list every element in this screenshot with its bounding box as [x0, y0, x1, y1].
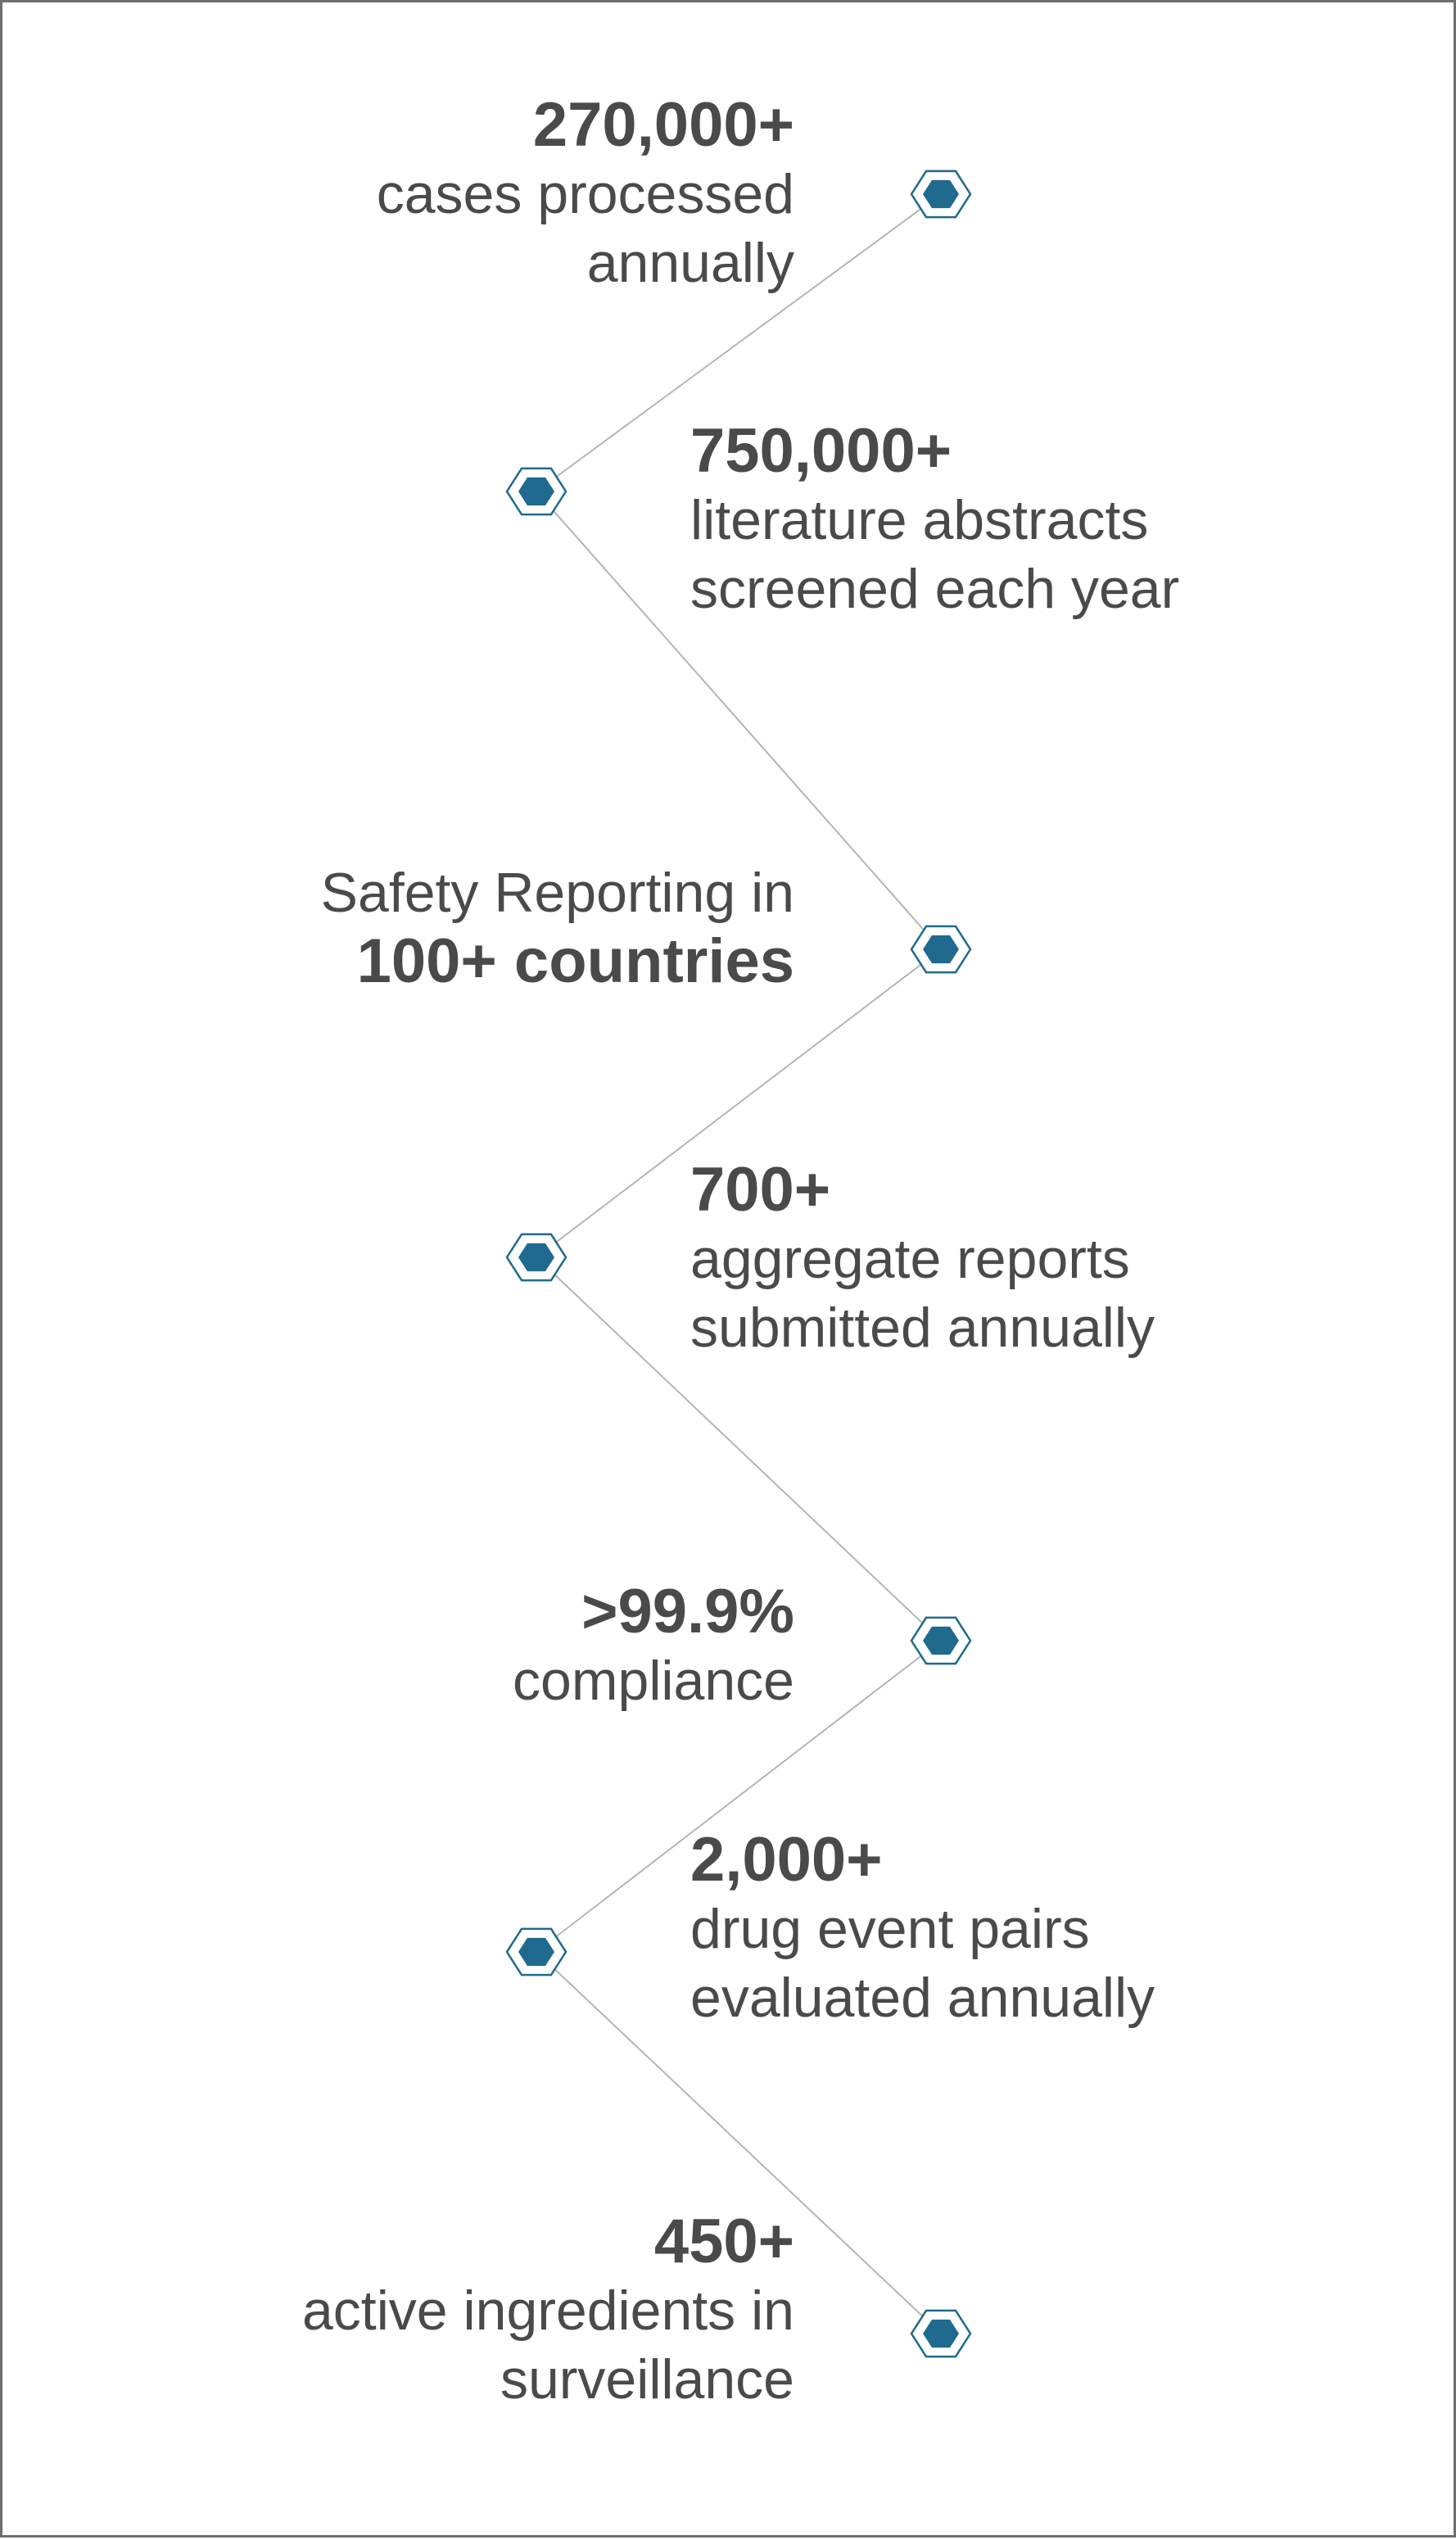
- stat-description-line: active ingredients in: [301, 2280, 794, 2342]
- stat-value: 450+: [653, 2207, 794, 2276]
- stat-aggregate-reports: [690, 1156, 1155, 1362]
- stat-value: 2,000+: [690, 1825, 883, 1895]
- stat-literature-abstracts: [690, 417, 1179, 623]
- stat-description-line: cases processed: [376, 163, 794, 225]
- stat-description-line: compliance: [513, 1650, 794, 1712]
- stat-description-line: drug event pairs: [690, 1898, 1090, 1960]
- stat-value: 750,000+: [690, 416, 952, 486]
- stat-description-line: evaluated annually: [690, 1967, 1155, 2029]
- stat-value: >99.9%: [581, 1577, 794, 1646]
- hexagon-node-icon: [911, 2311, 970, 2357]
- stat-drug-event-pairs: [690, 1826, 1155, 2032]
- stat-description-line: surveillance: [500, 2348, 794, 2411]
- stat-description-line: Safety Reporting in: [320, 862, 794, 924]
- stat-cases-processed: [377, 91, 794, 297]
- stat-value: 270,000+: [532, 90, 794, 160]
- stat-description-line: screened each year: [690, 558, 1180, 620]
- stat-description-line: annually: [586, 232, 794, 294]
- stat-description-line: aggregate reports: [690, 1228, 1130, 1290]
- stat-description-line: submitted annually: [690, 1297, 1155, 1359]
- stat-description-line: literature abstracts: [690, 489, 1149, 551]
- stat-compliance: [513, 1578, 794, 1715]
- stat-value: 700+: [690, 1155, 831, 1225]
- stat-safety-reporting-countries: [321, 858, 794, 996]
- stat-active-ingredients: [302, 2207, 794, 2414]
- stat-value: 100+ countries: [356, 926, 794, 996]
